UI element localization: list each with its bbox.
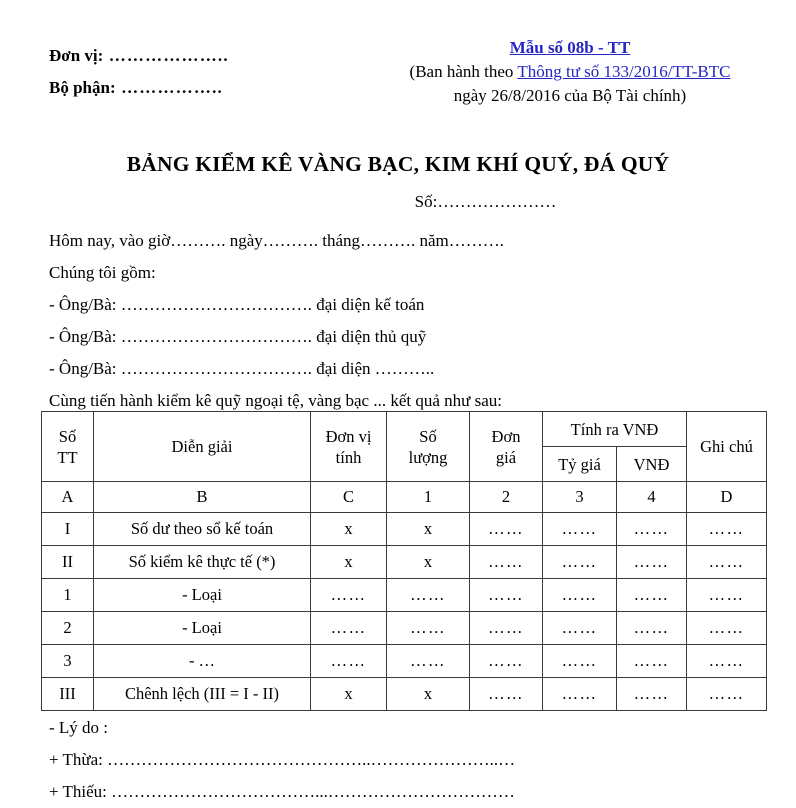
issued-line	[360, 60, 780, 84]
cell-vnd: ……	[617, 546, 687, 579]
cell-note: ……	[687, 546, 767, 579]
th-unit-price-line1: Đơn	[491, 426, 521, 446]
cell-unit-price: ……	[470, 678, 543, 711]
col-letter-2: 2	[470, 482, 543, 513]
cell-unit: ……	[311, 612, 387, 645]
cell-description: Chênh lệch (III = I - II)	[94, 678, 311, 711]
table-row	[42, 513, 767, 546]
cell-description: - Loại	[94, 612, 311, 645]
document-number: Số:…………………	[414, 192, 557, 211]
table-head	[42, 412, 767, 482]
cell-description: Số kiểm kê thực tế (*)	[94, 546, 311, 579]
department-line	[49, 72, 229, 104]
th-description: Diễn giải	[94, 412, 311, 482]
cell-quantity: x	[387, 546, 470, 579]
col-letter-3: 3	[543, 482, 617, 513]
form-reference-block	[360, 36, 780, 108]
form-code-line	[360, 36, 780, 60]
cell-exchange-rate: ……	[543, 645, 617, 678]
unit-dots: ………………..	[103, 46, 229, 65]
inventory-table-wrapper	[41, 411, 766, 711]
footer-reason-label: - Lý do :	[49, 718, 109, 737]
cell-unit: ……	[311, 645, 387, 678]
cell-vnd: ……	[617, 612, 687, 645]
cell-description: - Loại	[94, 579, 311, 612]
cell-stt: II	[42, 546, 94, 579]
table-row	[42, 546, 767, 579]
cell-stt: 3	[42, 645, 94, 678]
intro-line-other-rep: - Ông/Bà: ……………………………. đại diện ………..	[49, 359, 435, 378]
cell-note: ……	[687, 513, 767, 546]
cell-exchange-rate: ……	[543, 612, 617, 645]
cell-vnd: ……	[617, 645, 687, 678]
cell-unit: x	[311, 513, 387, 546]
th-unit-price	[470, 412, 543, 482]
cell-unit: ……	[311, 579, 387, 612]
col-letter-d: D	[687, 482, 767, 513]
col-letter-a: A	[42, 482, 94, 513]
cell-unit: x	[311, 678, 387, 711]
cell-note: ……	[687, 678, 767, 711]
th-unit-line2: tính	[335, 447, 362, 467]
cell-unit-price: ……	[470, 645, 543, 678]
issued-prefix: (Ban hành theo	[409, 62, 518, 81]
cell-note: ……	[687, 645, 767, 678]
th-quantity	[387, 412, 470, 482]
cell-stt: 2	[42, 612, 94, 645]
cell-unit-price: ……	[470, 579, 543, 612]
cell-note: ……	[687, 579, 767, 612]
cell-quantity: ……	[387, 612, 470, 645]
col-letter-b: B	[94, 482, 311, 513]
cell-quantity: ……	[387, 645, 470, 678]
cell-quantity: x	[387, 513, 470, 546]
th-note: Ghi chú	[687, 412, 767, 482]
table-header-row-1	[42, 412, 767, 447]
table-body	[42, 482, 767, 711]
inventory-table	[41, 411, 767, 711]
cell-unit-price: ……	[470, 612, 543, 645]
department-dots: ……………..	[115, 78, 223, 97]
th-group-vnd: Tính ra VNĐ	[543, 412, 687, 447]
th-quantity-line1: Số	[419, 426, 437, 446]
document-header	[0, 36, 796, 121]
th-unit-line1: Đơn vị	[325, 426, 372, 446]
cell-exchange-rate: ……	[543, 579, 617, 612]
footer-shortage-line: + Thiếu: ………………………………...……………………………	[49, 782, 515, 801]
th-unit-price-line2: giá	[495, 447, 517, 467]
cell-vnd: ……	[617, 513, 687, 546]
cell-unit-price: ……	[470, 546, 543, 579]
intro-line-result: Cùng tiến hành kiểm kê quỹ ngoại tệ, vàng bạc ... kết quả như sau:	[49, 391, 502, 410]
unit-line	[49, 40, 229, 72]
issued-date-line: ngày 26/8/2016 của Bộ Tài chính)	[453, 86, 687, 105]
footer-surplus-line: + Thừa: ………………………………………..…………………..…	[49, 750, 516, 769]
th-vnd: VNĐ	[617, 447, 687, 482]
th-stt	[42, 412, 94, 482]
circular-link[interactable]: Thông tư số 133/2016/TT-BTC	[517, 62, 731, 81]
cell-quantity: ……	[387, 579, 470, 612]
intro-line-datetime: Hôm nay, vào giờ………. ngày………. tháng………. năm……….	[49, 231, 505, 250]
cell-exchange-rate: ……	[543, 546, 617, 579]
unit-info-block	[49, 40, 229, 104]
th-stt-line2: TT	[57, 447, 78, 467]
col-letter-1: 1	[387, 482, 470, 513]
cell-unit-price: ……	[470, 513, 543, 546]
table-row	[42, 612, 767, 645]
table-row	[42, 579, 767, 612]
page-title: BẢNG KIỂM KÊ VÀNG BẠC, KIM KHÍ QUÝ, ĐÁ QUÝ	[126, 152, 670, 176]
unit-label: Đơn vị:	[49, 46, 104, 65]
table-row	[42, 678, 767, 711]
department-label: Bộ phận:	[49, 78, 116, 97]
cell-stt: I	[42, 513, 94, 546]
cell-stt: 1	[42, 579, 94, 612]
table-row	[42, 645, 767, 678]
th-stt-line1: Số	[58, 426, 77, 446]
col-letter-4: 4	[617, 482, 687, 513]
intro-block	[49, 225, 749, 417]
cell-vnd: ……	[617, 678, 687, 711]
cell-unit: x	[311, 546, 387, 579]
th-quantity-line2: lượng	[408, 447, 448, 467]
cell-vnd: ……	[617, 579, 687, 612]
cell-exchange-rate: ……	[543, 678, 617, 711]
col-letter-c: C	[311, 482, 387, 513]
intro-line-treasurer: - Ông/Bà: ……………………………. đại diện thủ quỹ	[49, 327, 427, 346]
intro-line-accountant: - Ông/Bà: ……………………………. đại diện kế toán	[49, 295, 425, 314]
cell-stt: III	[42, 678, 94, 711]
intro-line-participants-heading: Chúng tôi gồm:	[49, 263, 156, 282]
table-column-letters-row	[42, 482, 767, 513]
cell-description: Số dư theo sổ kế toán	[94, 513, 311, 546]
form-code: Mẫu số 08b - TT	[509, 38, 631, 57]
footer-block	[49, 712, 769, 808]
th-exchange-rate: Tỷ giá	[543, 447, 617, 482]
cell-description: - …	[94, 645, 311, 678]
cell-exchange-rate: ……	[543, 513, 617, 546]
cell-note: ……	[687, 612, 767, 645]
th-unit	[311, 412, 387, 482]
cell-quantity: x	[387, 678, 470, 711]
